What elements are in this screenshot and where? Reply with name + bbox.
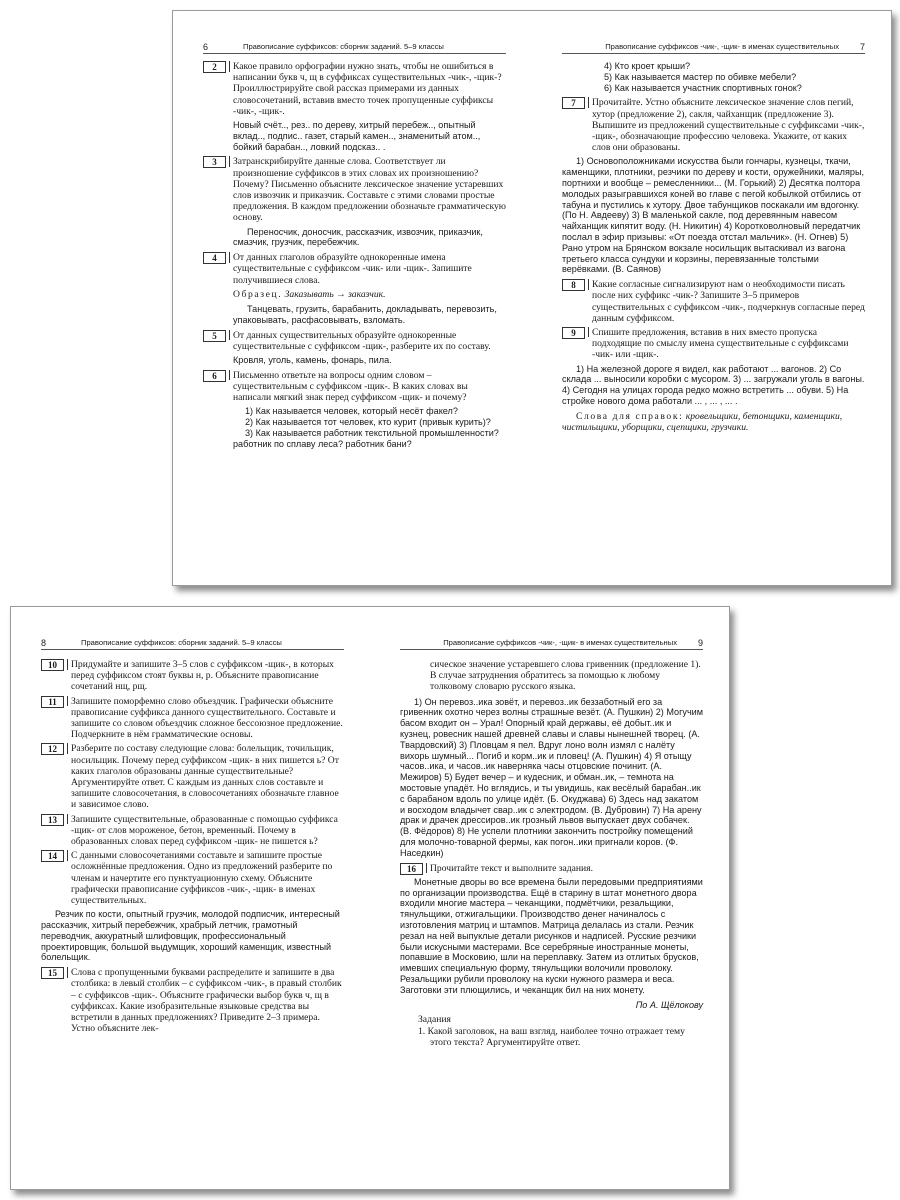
header-title: Правописание суффиксов: сборник заданий. 5–9 классы (243, 42, 444, 51)
paragraph: Резчик по кости, опытный грузчик, молодой подписчик, интересный рассказчик, хитрый перебежчик, храбрый летчик, грамотный переводчик, аккуратный шлифовщик, профессиональный проектировщик, большой выдумщик, хороший каменщик, известный болельщик. (41, 909, 340, 963)
running-header (203, 41, 506, 54)
exercise-text: Спишите предложения, вставив в них вместо пропуска подходящие по смыслу имена существительные с суффиксами -чик- или -щик-. (592, 326, 849, 361)
exercise-8 (562, 279, 865, 324)
exercise-number: 4 (203, 252, 226, 264)
task-item: 1. Какой заголовок, на ваш взгляд, наиболее точно отражает тему этого текста? Аргументируйте ответ. (418, 1025, 685, 1048)
reference-text: кровельщики, бетонщики, каменщики, чистильщики, уборщики, сцепщики, грузчики. (562, 410, 843, 433)
exercise-9 (562, 327, 865, 361)
book-spread-top (172, 10, 892, 586)
paragraph: Кровля, уголь, камень, фонарь, пила. (233, 355, 392, 366)
exercise-14 (41, 850, 344, 906)
exercise-text: Письменно ответьте на вопросы одним словом – существительным с суффиксом -щик-. В каких словах вы написали мягкий знак перед суффиксом -щик- и почему? (233, 369, 468, 404)
page-number: 6 (203, 42, 209, 52)
paragraph: Танцевать, грузить, барабанить, докладывать, перевозить, упаковывать, расфасовывать, взломать. (233, 304, 497, 325)
exercise-13 (41, 814, 344, 848)
word-list (203, 355, 506, 366)
page-9 (370, 607, 729, 1189)
reference-label: Слова для справок: (576, 410, 684, 422)
exercise-number: 2 (203, 61, 226, 73)
paragraph: Переносчик, доносчик, рассказчик, извозчик, приказчик, смазчик, грузчик, перебежчик. (233, 226, 483, 248)
exercise-number: 6 (203, 370, 226, 382)
running-header (562, 41, 865, 54)
exercise-4 (203, 252, 506, 286)
paragraph: Новый счёт.., рез.. по дереву, хитрый перебеж.., опытный вклад.., подпис.. газет, старый камен.., знаменитый атом.., бойкий барабан.., ловкий подсказ.. . (233, 120, 481, 152)
author: По А. Щёлокову (635, 999, 703, 1010)
exercise-5 (203, 330, 506, 352)
exercise-7 (562, 97, 865, 153)
book-spread-bottom (10, 606, 730, 1190)
question-list (562, 61, 865, 93)
page-6 (173, 11, 532, 585)
exercise-number: 8 (562, 279, 585, 291)
page-body (41, 659, 344, 1037)
exercise-text: Разберите по составу следующие слова: болельщик, точильщик, носильщик. Почему перед суффиксом -щик- в них пишется ь? От каких глаголов образованы данные существительные? Аргументируйте ответ. С каждым из данных слов составьте и запишите словосочетания, в словосочетаниях обозначьте главное и зависимое слово. (71, 743, 339, 811)
exercise-text: От данных существительных образуйте однокоренные существительные с суффиксом -щик-, разберите их по составу. (233, 329, 491, 352)
word-list (203, 304, 506, 326)
running-header (400, 637, 703, 650)
exercise-number: 10 (41, 659, 64, 671)
exercise-number: 13 (41, 814, 64, 826)
question-list (203, 406, 506, 449)
exercise-text: С данными словосочетаниями составьте и запишите простые осложнённые предложения. Одно из предложений разберите по членам и начертите его пунктуационную схему. Объясните графически правописание суффиксов -чик-, -щик- в именах существительных. (71, 850, 333, 907)
paragraph: Монетные дворы во все времена были передовыми предприятиями по организации производства. Ещё в старину в штат монетного двора входили многие мастера – чеканщики, подмётчики, резальщики, тянульщики, отжигальщики. Производство денег начиналось с изготовления матриц и штампов. Матрица делалась из стали. Резчик резал на ней выпуклые детали рисунков и надписей. Русские резчики были искусными мастерами. Все серебряные иностранные монеты, попавшие в Московию, шли на переплавку. Затем из отлитых брусков, имевших специальную форму, тянульщики волочили проволоку. Резальщики рубили проволоку на куски нужного размера и веса. Заготовки эти плющились, и чеканщик бил на них монету. (400, 876, 703, 995)
exercise-number: 11 (41, 696, 64, 708)
sample-label: Образец. (233, 288, 283, 300)
list-item: 6) Как называется участник спортивных гонок? (604, 82, 802, 93)
sample (203, 289, 506, 300)
page-body (562, 61, 865, 437)
exercise-number: 3 (203, 156, 226, 168)
word-list (203, 120, 506, 152)
header-title: Правописание суффиксов -чик-, -щик- в именах существительных (443, 638, 677, 647)
page-number: 8 (41, 638, 47, 648)
page-body (400, 659, 703, 1048)
exercise-text: Прочитайте текст и выполните задания. (430, 862, 593, 874)
page-number: 9 (697, 638, 703, 648)
tasks-label: Задания (418, 1014, 451, 1026)
exercise-6 (203, 370, 506, 404)
running-header (41, 637, 344, 650)
exercise-11 (41, 696, 344, 741)
exercise-text: От данных глаголов образуйте однокоренные имена существительные с суффиксом -чик- или -щик-. Запишите получившиеся слова. (233, 252, 472, 286)
exercise-text: Запишите существительные, образованные с помощью суффикса -щик- от слов мороженое, бетон, временный. Почему в образованных словах перед суффиксом -щик- не пишется ь? (71, 813, 338, 848)
exercise-text: Прочитайте. Устно объясните лексическое значение слов пегий, хутор (предложение 2), сакля, чайханщик (предложение 3). Выпишите из предложений существительные с суффиксами -чик-, -щик-, обозначающие профессию человека. Укажите, от каких слов они образованы. (592, 97, 865, 154)
header-title: Правописание суффиксов -чик-, -щик- в именах существительных (605, 42, 839, 51)
exercise-text: Придумайте и запишите 3–5 слов с суффиксом -щик-, в которых перед суффиксом стоят буквы н, р. Объясните правописание сочетаний нщ, рщ. (71, 659, 334, 693)
exercise-text: Какие согласные сигнализируют нам о необходимости писать после них суффикс -чик-? Запишите 3–5 примеров существительных с суффиксом -чик-, подчеркнув согласные перед данным суффиксом. (592, 279, 865, 324)
exercise-number: 12 (41, 743, 64, 755)
exercise-15 (41, 967, 344, 1034)
list-item: 5) Как называется мастер по обивке мебели? (604, 71, 797, 82)
exercise-16 (400, 863, 703, 874)
list-item: 3) Как называется работник текстильной промышленности? работник по сплаву леса? работник бани? (233, 428, 499, 449)
exercise-text: Затранскрибируйте данные слова. Соответствует ли произношение суффиксов в этих словах их произношению? Почему? Письменно объясните лексическое значение устаревших слов извозчик и приказчик. Составьте с этими словами простые предложения. В каждом предложении обозначьте грамматическую основу. (233, 156, 506, 224)
word-list (203, 227, 506, 249)
paragraph: 1) На железной дороге я видел, как работают ... вагонов. 2) Со склада ... выносили коробки с мусором. 3) ... загружали уголь в вагоны. 4) Сегодня на улицах города редко можно встретить ... обуви. 5) На стройке нового дома работали ... , ... , ... . (562, 363, 865, 406)
exercise-number: 16 (400, 863, 423, 875)
page-body (203, 61, 506, 454)
exercise-3 (203, 156, 506, 223)
exercise-text: Запишите поморфемно слово объездчик. Графически объясните правописание суффикса данного существительного. Составьте и запишите со словом объездчик сложное бессоюзное предложение. Подчеркните в нём грамматические основы. (71, 695, 343, 741)
reference-words (562, 411, 865, 433)
exercise-number: 14 (41, 850, 64, 862)
exercise-number: 15 (41, 967, 64, 979)
exercise-2 (203, 61, 506, 117)
list-item: 4) Кто кроет крыши? (604, 61, 691, 71)
page-number: 7 (859, 42, 865, 52)
exercise-text: Слова с пропущенными буквами распределите и запишите в два столбика: в левый столбик – с суффиксом -чик-, в правый столбик – с суффиксов -щик-. Объясните графически выбор букв ч, щ в суффиксах. Какие изобразительные языковые средства вы встретили в данных предложениях? Приведите 2–3 примера. Устно объясните лек- (71, 967, 342, 1035)
header-title: Правописание суффиксов: сборник заданий. 5–9 классы (81, 638, 282, 647)
list-item: 2) Как называется тот человек, кто курит (привык курить)? (245, 417, 491, 428)
exercise-15-continued: сическое значение устаревшего слова гривенник (предложение 1). В случае затруднения обратитесь за помощью к любому толковому словарю русского языка. (430, 659, 701, 693)
paragraph: 1) Он перевоз..ика зовёт, и перевоз..ик беззаботный его за гривенник охотно через волны страшные везёт. (А. Пушкин) 2) Могучим басом входит он – Урал! Опорный край державы, её добыт..ик и кузнец, ровесник нашей древней славы и славы нынешней творец. (А. Твардовский) 3) Пловцам я пел. Вдруг лоно волн измял с налёту вихорь шумный... Погиб и корм..ик и пловец! (А. Пушкин) 4) Я отыщу часов..ика, и часов..ик наверняка часы отцовские починит. (А. Межиров) 5) Будет вечер – и кудесник, и обман..ик, – темнота на мостовые упадёт. Но вглядись, и ты увидишь, как весёлый барабан..ик с барабаном вдоль по улице идёт. (Б. Окуджава) 6) Здесь над закатом и восходом владычет свар..ик с электродом. (В. Дубровин) 7) На арену драк и драчек дрессиров..ик грозный львов выпускает двух собачек. (В. Фёдоров) 8) Не успели плотники закончить постройку помещений для молочно-товарной фермы, как погон..ики пригнали коров. (Ф. Наседкин) (400, 696, 704, 858)
list-item: 1) Как называется человек, который несёт факел? (245, 406, 458, 417)
sample-text: Заказывать → заказчик. (284, 288, 386, 300)
page-7 (532, 11, 891, 585)
paragraph: 1) Основоположниками искусства были гончары, кузнецы, ткачи, каменщики, плотники, резчики по дереву и кости, оружейники, маляры, портнихи и вообще – ремесленники... (М. Горький) 2) Десятка полтора молодых разыгравшихся коней во главе с пегой кобылкой отбились от табуна и пустились к хутору. Двое табунщиков поскакали им вдогонку. (По Н. Авдееву) 3) В маленькой сакле, под деревянным навесом чайханщик кипятит воду. (Н. Никитин) 4) Коротковолновый передатчик послал в эфир призывы: «От поезда отстал мальчик». (Н. Огнев) 5) Рано утром на Брянском вокзале носильщик вытаскивал из вагона третьего класса сундуки и корзины, перевязанные толстыми верёвками. (В. Саянов) (562, 156, 865, 275)
exercise-12 (41, 743, 344, 810)
exercise-number: 5 (203, 330, 226, 342)
exercise-number: 7 (562, 97, 585, 109)
exercise-number: 9 (562, 327, 585, 339)
page-8 (11, 607, 370, 1189)
exercise-text: Какое правило орфографии нужно знать, чтобы не ошибиться в написании букв ч, щ в суффиксах существительных -чик-, -щик-? Проиллюстрируйте свой рассказ примерами из данных словосочетаний, вставив вместо точек пропущенные суффиксы -чик-, -щик-. (233, 61, 502, 117)
exercise-10 (41, 659, 344, 693)
